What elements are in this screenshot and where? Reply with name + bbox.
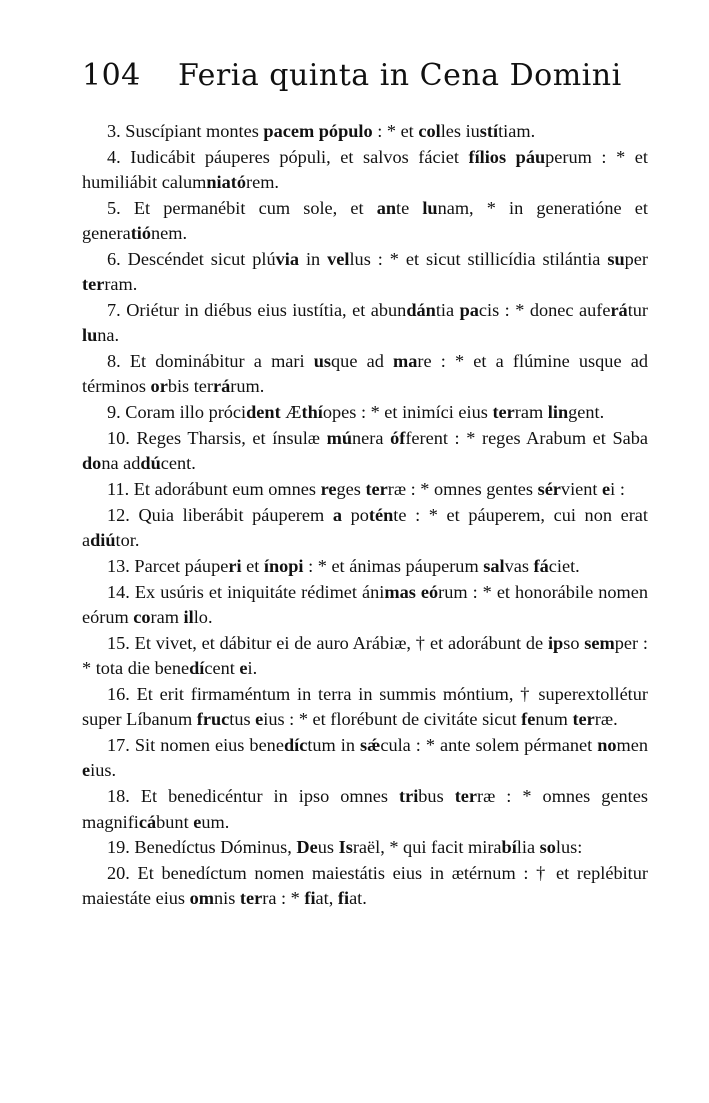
verse [82, 784, 648, 835]
verse-text: Et erit firmaméntum in terra in summis móntium, † superextollétur super Líbanum [82, 684, 648, 730]
verse-text: et [241, 556, 264, 577]
verse [82, 631, 648, 682]
verse-text: bus [418, 786, 455, 807]
accented-syllable: De [296, 837, 318, 858]
verse-number: 5. [107, 197, 121, 218]
accented-syllable: no [597, 735, 617, 756]
verse-text: cent [204, 658, 240, 679]
verse-number: 7. [107, 300, 121, 321]
verse [82, 400, 648, 425]
verse-text: re : * et a flúmine usque ad términos [82, 351, 648, 397]
verse-text [506, 147, 516, 167]
verse-text: ram [150, 607, 184, 628]
verse-number: 11. [107, 479, 130, 500]
accented-syllable: niató [206, 172, 247, 193]
verse-number: 17. [107, 735, 130, 756]
verse-text: tiam. [498, 121, 536, 141]
verse-text: Parcet páupe [129, 556, 229, 577]
verse-text: te [396, 197, 423, 218]
accented-syllable: mas [384, 581, 416, 602]
accented-syllable: fi [304, 888, 316, 909]
verse-text: us [317, 837, 339, 858]
verse-text: Iudicábit páuperes pópuli, et salvos fáciet [120, 146, 469, 167]
verse-text: cula : * ante solem pérmanet [380, 735, 598, 756]
accented-syllable: lu [422, 197, 438, 218]
verse-number: 15. [107, 632, 130, 653]
verse-text: lo. [193, 607, 213, 628]
verse-text: Suscípiant montes [120, 121, 264, 141]
verse-text: Et dominábitur a mari [120, 351, 314, 372]
accented-syllable: tén [368, 504, 394, 525]
verse-text: at. [349, 888, 367, 909]
accented-syllable: ma [393, 351, 418, 372]
verse [82, 119, 648, 144]
accented-syllable: do [82, 453, 102, 474]
verse [82, 247, 648, 298]
verse-text: tus [229, 709, 256, 730]
accented-syllable: cá [138, 811, 157, 832]
verse-text: po [342, 504, 369, 525]
verse-text: ram. [104, 274, 138, 295]
accented-syllable: su [607, 248, 625, 269]
verse [82, 733, 648, 784]
verse-text: Ex usúris et iniquitáte rédimet áni [129, 581, 385, 602]
verse [82, 196, 648, 247]
verse-text: tur [627, 300, 649, 321]
accented-syllable: co [133, 607, 151, 628]
accented-syllable: ter [572, 709, 595, 730]
verse-text: na. [97, 325, 120, 346]
verse-text: per : * tota die bene [82, 632, 648, 679]
verse-text: Coram illo próci [120, 402, 247, 423]
accented-syllable: lu [82, 325, 98, 346]
verse-text: at, [315, 888, 338, 909]
verse-text: Quia liberábit páuperem [129, 504, 333, 525]
verse-text: vas [504, 556, 534, 577]
accented-syllable: fe [521, 709, 536, 730]
accented-syllable: e [255, 709, 264, 730]
accented-syllable: pópulo [318, 121, 373, 141]
accented-syllable: pacem [263, 121, 315, 141]
verse-text: ræ : * omnes gentes magnifi [82, 786, 648, 832]
verse-text: les iu [440, 121, 480, 141]
accented-syllable: ter [239, 888, 263, 909]
accented-syllable: diú [90, 530, 116, 551]
page-title: Feria quinta in Cena Domini [178, 58, 622, 93]
accented-syllable: lin [547, 402, 569, 423]
verse-text: Æ [280, 402, 302, 423]
accented-syllable: tió [130, 223, 152, 244]
verse-text: na ad [101, 453, 141, 474]
psalm-verses [82, 119, 648, 912]
accented-syllable: fá [533, 556, 549, 577]
verse-text: Descéndet sicut plú [120, 248, 276, 269]
verse-number: 12. [107, 504, 130, 525]
accented-syllable: dent [246, 402, 281, 423]
verse-text: ius. [90, 760, 117, 781]
verse-text: gent. [568, 402, 605, 423]
accented-syllable: ter [365, 479, 388, 500]
verse-text: tor. [115, 530, 140, 551]
verse [82, 298, 648, 349]
verse-text: i : [610, 479, 625, 500]
accented-syllable: ter [82, 274, 105, 295]
accented-syllable: us [313, 351, 332, 372]
accented-syllable: dán [406, 300, 436, 321]
accented-syllable: e [239, 658, 248, 679]
accented-syllable: fílios [468, 146, 507, 167]
verse [82, 349, 648, 400]
verse-text: men [616, 735, 648, 756]
accented-syllable: dú [140, 453, 161, 474]
verse-text: ciet. [548, 556, 580, 577]
verse-text: num [535, 709, 573, 730]
accented-syllable: bí [501, 837, 517, 858]
verse-number: 19. [107, 837, 130, 858]
accented-syllable: il [183, 607, 194, 628]
verse-number: 3. [107, 121, 121, 141]
accented-syllable: an [376, 197, 396, 218]
verse-text: : * et ánimas páuperum [303, 556, 484, 577]
accented-syllable: fruc [196, 709, 230, 730]
verse [82, 145, 648, 196]
verse-text: ra : * [262, 888, 305, 909]
verse-number: 9. [107, 402, 121, 423]
verse-text: bis ter [167, 376, 213, 397]
verse [82, 477, 648, 502]
accented-syllable: rá [610, 300, 628, 321]
verse-text: ges [336, 479, 366, 500]
accented-syllable: fi [337, 888, 350, 909]
verse-number: 4. [107, 146, 121, 167]
accented-syllable: ip [547, 632, 564, 653]
verse [82, 682, 648, 733]
accented-syllable: thí [301, 402, 323, 423]
verse-number: 14. [107, 581, 130, 602]
verse [82, 835, 648, 860]
verse-number: 20. [107, 863, 130, 884]
page-number: 104 [82, 58, 141, 93]
verse-text: opes : * et inimíci eius [322, 402, 493, 423]
accented-syllable: e [193, 811, 202, 832]
verse-number: 16. [107, 684, 130, 705]
page-header [82, 58, 669, 93]
accented-syllable: so [539, 837, 556, 858]
verse-text: nem. [151, 223, 188, 244]
accented-syllable: stí [479, 121, 499, 141]
accented-syllable: via [275, 248, 299, 269]
verse-text: Et permanébit cum sole, et [120, 197, 377, 218]
verse-number: 10. [107, 428, 130, 449]
verse-text: i. [247, 658, 258, 679]
verse-text: perum : * et humiliábit calum [82, 146, 648, 193]
verse-text: in [298, 248, 328, 269]
verse-text: vient [560, 479, 603, 500]
verse-text: Benedíctus Dóminus, [129, 837, 297, 858]
verse-number: 6. [107, 248, 121, 269]
verse-text: ræ : * omnes gentes [387, 479, 538, 500]
accented-syllable: rá [213, 376, 231, 397]
verse-text: nis [214, 888, 240, 909]
verse-text: rem. [246, 172, 280, 193]
verse-text: per [624, 248, 648, 269]
accented-syllable: col [418, 121, 441, 141]
verse-text: cis : * donec aufe [478, 300, 611, 321]
verse-text: ræ. [594, 709, 618, 730]
verse [82, 861, 648, 912]
verse-text: raël, * qui facit mira [352, 837, 502, 858]
verse-number: 18. [107, 786, 130, 807]
accented-syllable: ri [228, 556, 242, 577]
accented-syllable: a [332, 504, 342, 525]
verse-text: tum in [307, 735, 361, 756]
verse-text: te : * et páuperem, cui non erat a [82, 504, 648, 551]
verse-text: Oriétur in diébus eius iustítia, et abun [120, 300, 407, 321]
accented-syllable: ter [492, 402, 515, 423]
verse-text: : * et [372, 121, 419, 141]
accented-syllable: dí [189, 658, 205, 679]
verse-text: lus : * et sicut stillicídia stilántia [349, 248, 608, 269]
verse [82, 426, 648, 477]
verse-number: 8. [107, 351, 121, 372]
accented-syllable: páu [515, 146, 546, 167]
accented-syllable: óf [390, 428, 406, 449]
verse-text: tia [435, 300, 460, 321]
accented-syllable: re [320, 479, 337, 500]
verse-text: lus: [555, 837, 583, 858]
accented-syllable: om [189, 888, 214, 909]
verse-text: so [563, 632, 585, 653]
accented-syllable: sér [537, 479, 561, 500]
verse [82, 554, 648, 579]
verse-text: ferent : * reges Arabum et Saba [405, 428, 649, 449]
verse-text: rum : * et honorábile nomen eórum [82, 581, 648, 628]
verse-text: cent. [160, 453, 196, 474]
accented-syllable: sal [483, 556, 505, 577]
accented-syllable: mú [326, 428, 352, 449]
accented-syllable: ter [454, 786, 478, 807]
verse-text: nera [352, 428, 391, 449]
verse-text: ius : * et florébunt de civitáte sicut [263, 709, 522, 730]
accented-syllable: sǽ [360, 735, 381, 756]
accented-syllable: vel [327, 248, 350, 269]
accented-syllable: ínopi [263, 556, 304, 577]
verse [82, 580, 648, 631]
verse [82, 503, 648, 554]
verse-text: Sit nomen eius bene [129, 735, 284, 756]
verse-text: lia [516, 837, 540, 858]
accented-syllable: Is [338, 837, 353, 858]
accented-syllable: e [82, 760, 91, 781]
verse-text: nam, * in generatióne et genera [82, 197, 648, 244]
verse-text: Reges Tharsis, et ínsulæ [129, 428, 327, 449]
verse-text: bunt [156, 811, 194, 832]
verse-number: 13. [107, 556, 130, 577]
accented-syllable: díc [283, 735, 308, 756]
verse-text: Et benedíctum nomen maiestátis eius in ætérnum : † et replébitur maiestáte eius [82, 863, 648, 909]
verse-text: Et adorábunt eum omnes [129, 479, 321, 500]
accented-syllable: pa [459, 300, 479, 321]
verse-text: um. [201, 811, 230, 832]
accented-syllable: tri [399, 786, 419, 807]
verse-text: ram [514, 402, 548, 423]
verse-text: Et benedicéntur in ipso omnes [129, 786, 399, 807]
verse-text: que ad [331, 351, 393, 372]
accented-syllable: e [602, 479, 611, 500]
accented-syllable: or [150, 376, 168, 397]
accented-syllable: sem [584, 632, 615, 653]
verse-text: rum. [230, 376, 265, 397]
verse-text: Et vivet, et dábitur ei de auro Arábiæ, † et adorábunt de [129, 632, 548, 653]
accented-syllable: eó [420, 581, 439, 602]
